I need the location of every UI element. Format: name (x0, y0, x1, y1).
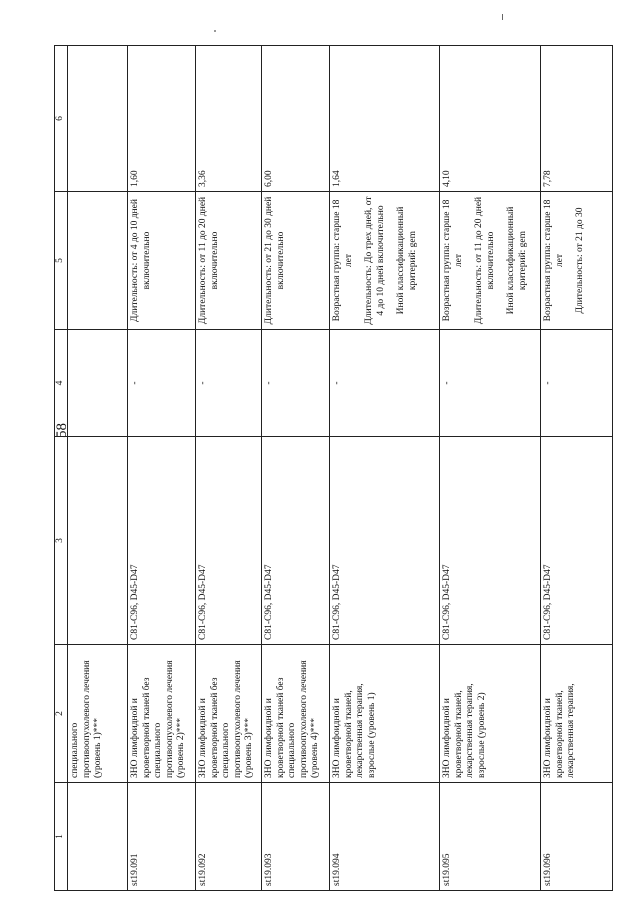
coef-cell (68, 46, 128, 192)
header-cell: 2 (55, 645, 68, 783)
criterion: Длительность: от 21 до 30 дней включительно (264, 196, 286, 325)
scan-speck (214, 30, 216, 32)
criterion: Длительность: До трех дней, от 4 до 10 дней включительно (364, 196, 386, 325)
criteria-cell (68, 192, 128, 330)
name-cell: ЗНО лимфоидной и кроветворной тканей, лекарственная терапия, (541, 645, 613, 783)
header-cell: 5 (55, 192, 68, 330)
header-cell: 6 (55, 46, 68, 192)
table-row (262, 46, 330, 891)
table-row (440, 46, 541, 891)
code-cell (68, 783, 128, 891)
name-cell: ЗНО лимфоидной и кроветворной тканей, лекарственная терапия, взрослые (уровень 1) (330, 645, 440, 783)
criterion: Возрастная группа: старше 18 лет (543, 199, 565, 322)
header-cell: 1 (55, 783, 68, 891)
header-row (55, 46, 68, 891)
code-cell: st19.091 (128, 783, 196, 891)
services-cell: - (128, 330, 196, 437)
table-row (541, 46, 613, 891)
coef-cell: 4,10 (440, 46, 541, 192)
tariff-table (54, 45, 613, 891)
icd-cell: C81-C96, D45-D47 (440, 437, 541, 645)
criteria-cell (262, 192, 330, 330)
icd-cell: C81-C96, D45-D47 (541, 437, 613, 645)
services-cell: - (196, 330, 262, 437)
criterion: Длительность: от 11 до 20 дней включительно (198, 196, 220, 325)
rotated-table-block (54, 46, 610, 891)
services-cell: - (262, 330, 330, 437)
criterion: Длительность: от 4 до 10 дней включительно (130, 199, 152, 322)
name-cell: ЗНО лимфоидной и кроветворной тканей без специального противоопухолевого лечения (уровень 3)*** (196, 645, 262, 783)
table-row (68, 46, 128, 891)
name-cell: ЗНО лимфоидной и кроветворной тканей без специального противоопухолевого лечения (уровень 4)*** (262, 645, 330, 783)
criteria-cell (128, 192, 196, 330)
criterion: Возрастная группа: старше 18 лет (332, 199, 354, 322)
services-cell: - (440, 330, 541, 437)
coef-cell: 7,78 (541, 46, 613, 192)
icd-cell: C81-C96, D45-D47 (262, 437, 330, 645)
criteria-cell (330, 192, 440, 330)
page-number: 58 (54, 423, 70, 438)
criterion: Возрастная группа: старше 18 лет (442, 199, 464, 322)
coef-cell: 1,60 (128, 46, 196, 192)
code-cell: st19.095 (440, 783, 541, 891)
table-row (196, 46, 262, 891)
name-cell: специального противоопухолевого лечения (уровень 1)*** (68, 645, 128, 783)
icd-cell: C81-C96, D45-D47 (196, 437, 262, 645)
table-row (330, 46, 440, 891)
criteria-cell (196, 192, 262, 330)
header-cell: 4 (55, 330, 68, 437)
criteria-cell (541, 192, 613, 330)
scan-speck (502, 14, 503, 20)
icd-cell (68, 437, 128, 645)
name-cell: ЗНО лимфоидной и кроветворной тканей, лекарственная терапия, взрослые (уровень 2) (440, 645, 541, 783)
header-cell: 3 (55, 437, 68, 645)
criterion: Иной классификационный критерий: gem (506, 206, 528, 315)
icd-cell: C81-C96, D45-D47 (128, 437, 196, 645)
coef-cell: 6,00 (262, 46, 330, 192)
icd-cell: C81-C96, D45-D47 (330, 437, 440, 645)
services-cell: - (541, 330, 613, 437)
code-cell: st19.093 (262, 783, 330, 891)
criterion: Иной классификационный критерий: gem (396, 206, 418, 315)
code-cell: st19.092 (196, 783, 262, 891)
coef-cell: 1,64 (330, 46, 440, 192)
services-cell: - (330, 330, 440, 437)
code-cell: st19.096 (541, 783, 613, 891)
criteria-cell (440, 192, 541, 330)
services-cell (68, 330, 128, 437)
criterion: Длительность: от 11 до 20 дней включительно (474, 196, 496, 325)
name-cell: ЗНО лимфоидной и кроветворной тканей без специального противоопухолевого лечения (уровень 2)*** (128, 645, 196, 783)
table-row (128, 46, 196, 891)
coef-cell: 3,36 (196, 46, 262, 192)
criterion: Длительность: от 21 до 30 (575, 207, 585, 314)
code-cell: st19.094 (330, 783, 440, 891)
